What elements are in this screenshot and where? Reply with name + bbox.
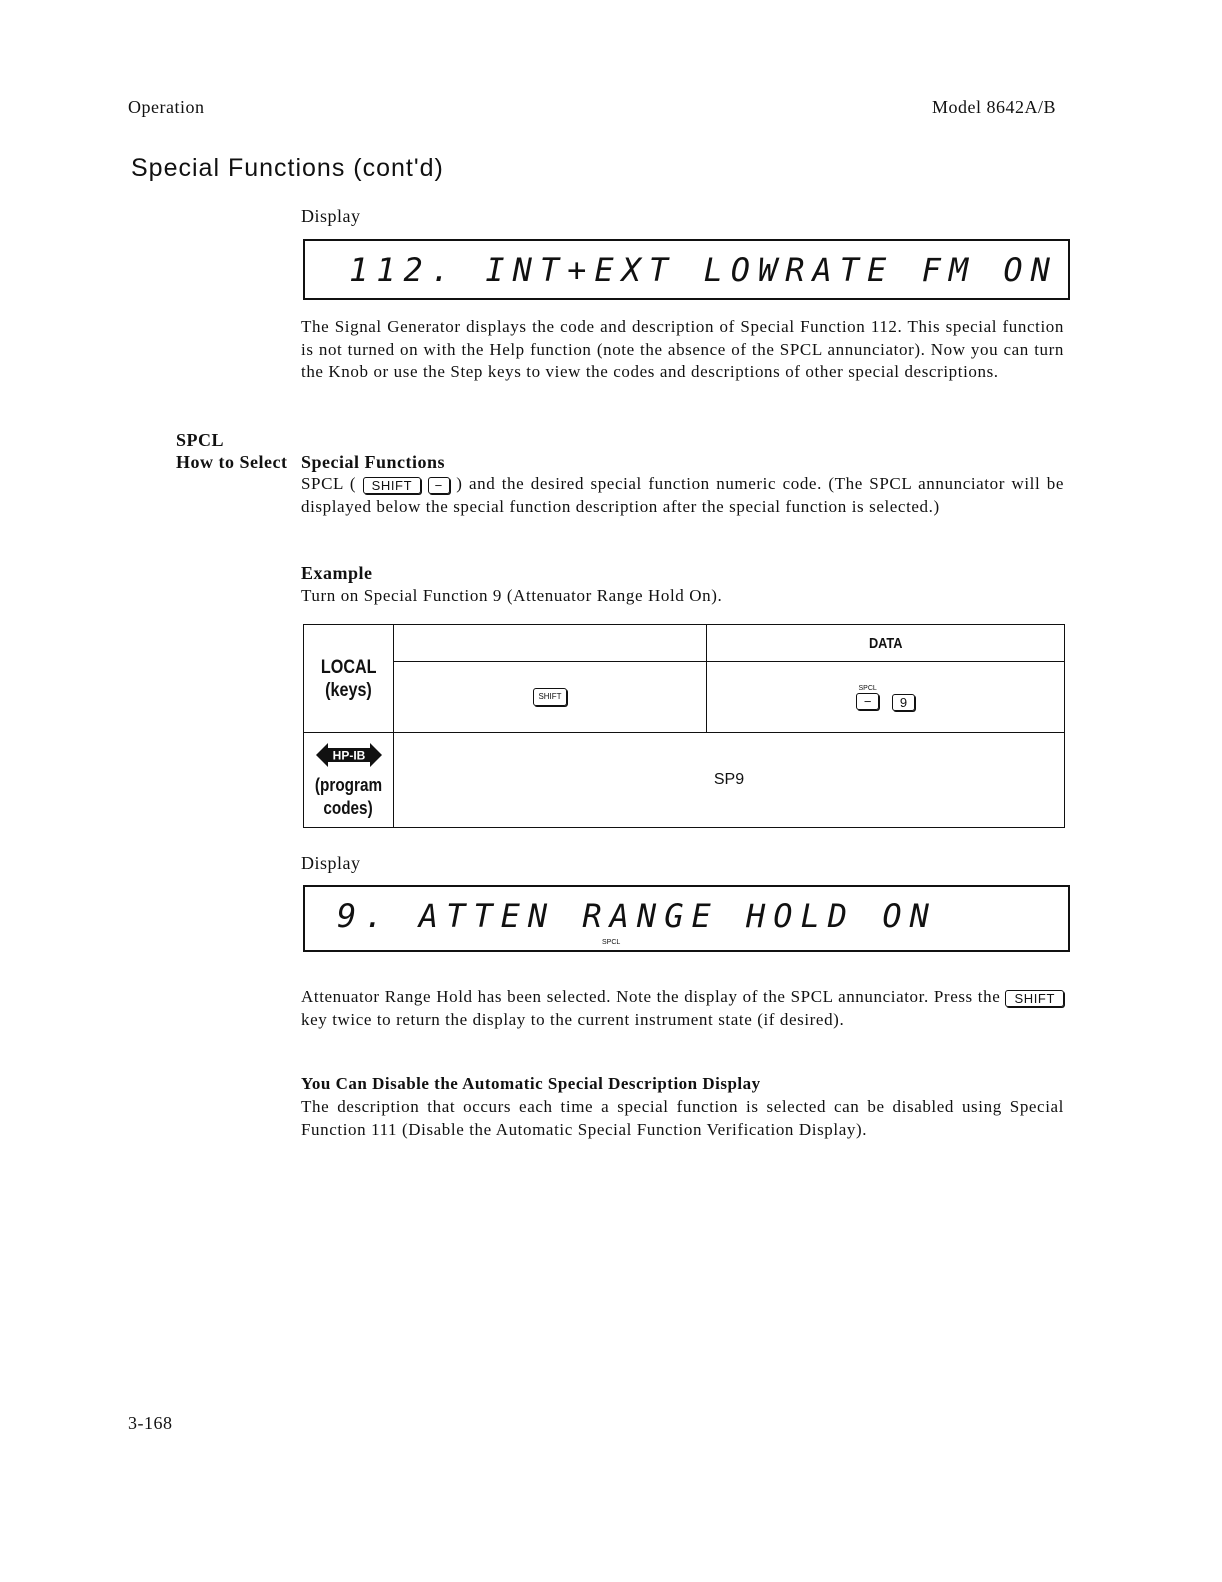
paragraph-help-description: The Signal Generator displays the code and description of Special Function 112. This special function is not turned on with the Help function (note the absence of the SPCL annunciator). Now you can turn the Knob or use the Step keys to view the codes and descriptions of other special descriptions.	[301, 317, 1064, 381]
nine-key: 9	[892, 694, 915, 711]
program-label-1: (program	[314, 774, 383, 795]
press-the-text: Press the	[933, 987, 1001, 1006]
spcl-subheading-left: How to Select	[176, 452, 288, 472]
data-header-cell	[707, 625, 1065, 662]
program-label-2: codes)	[323, 797, 374, 818]
range-hold-line-a: Attenuator Range Hold has been selected. Note the display of the SPCL annunciator.	[301, 987, 929, 1006]
display-label-2: Display	[301, 853, 361, 873]
hpib-badge-text: HP-IB	[332, 748, 365, 762]
local-label-1: LOCAL	[320, 656, 377, 678]
page-title: Special Functions (cont'd)	[131, 154, 444, 182]
paragraph-range-hold	[301, 986, 1064, 1031]
spcl-subheading-right: Special Functions	[301, 452, 446, 472]
range-hold-rest: key twice to return the display to the current instrument state (if desired).	[301, 1009, 845, 1029]
example-text: Turn on Special Function 9 (Attenuator Range Hold On).	[301, 586, 723, 605]
data-keys-cell	[707, 662, 1065, 733]
hpib-icon	[314, 741, 384, 769]
running-header-left: Operation	[128, 97, 205, 117]
spcl-annunciator-label: SPCL	[858, 684, 877, 692]
spcl-annunciator: SPCL	[602, 939, 621, 946]
program-code-cell	[394, 733, 1065, 828]
spcl-text-post: ) and the desired special function numeric code. (The SPCL annunciator will be displayed below the special function description after the special function is selected.)	[301, 474, 1064, 516]
minus-key: −	[428, 477, 450, 494]
running-header-right: Model 8642A/B	[932, 97, 1057, 117]
function-keys-cell	[394, 662, 707, 733]
display-readout-box	[303, 239, 1070, 300]
spcl-key-group	[856, 684, 880, 711]
disable-heading: You Can Disable the Automatic Special Description Display	[301, 1074, 761, 1093]
keystroke-table	[303, 624, 1065, 828]
display-readout-box-2	[303, 885, 1070, 952]
spcl-instructions	[301, 473, 1064, 518]
shift-key-inline: SHIFT	[1005, 990, 1064, 1007]
hpib-label-cell	[304, 733, 394, 828]
function-header-cell	[394, 625, 707, 662]
page-number: 3-168	[128, 1413, 173, 1433]
local-label-2: (keys)	[325, 679, 372, 701]
table-shift-key: SHIFT	[533, 688, 566, 706]
display-readout-2: 9. ATTEN RANGE HOLD ON	[337, 896, 937, 935]
example-heading: Example	[301, 563, 373, 583]
hpib-arrow-icon	[314, 741, 384, 769]
local-label-cell	[304, 625, 394, 733]
shift-key: SHIFT	[363, 477, 422, 494]
display-readout: 112. INT+EXT LOWRATE FM ON	[349, 250, 1058, 289]
display-label: Display	[301, 206, 361, 226]
spcl-heading: SPCL	[176, 430, 225, 450]
data-header: DATA	[868, 634, 903, 652]
table-minus-key: −	[856, 693, 880, 710]
program-code: SP9	[713, 771, 745, 788]
disable-text: The description that occurs each time a special function is selected can be disabled using Special Function 111 (Disable the Automatic Special Function Verification Display).	[301, 1097, 1064, 1139]
spcl-text-pre: SPCL (	[301, 474, 357, 493]
